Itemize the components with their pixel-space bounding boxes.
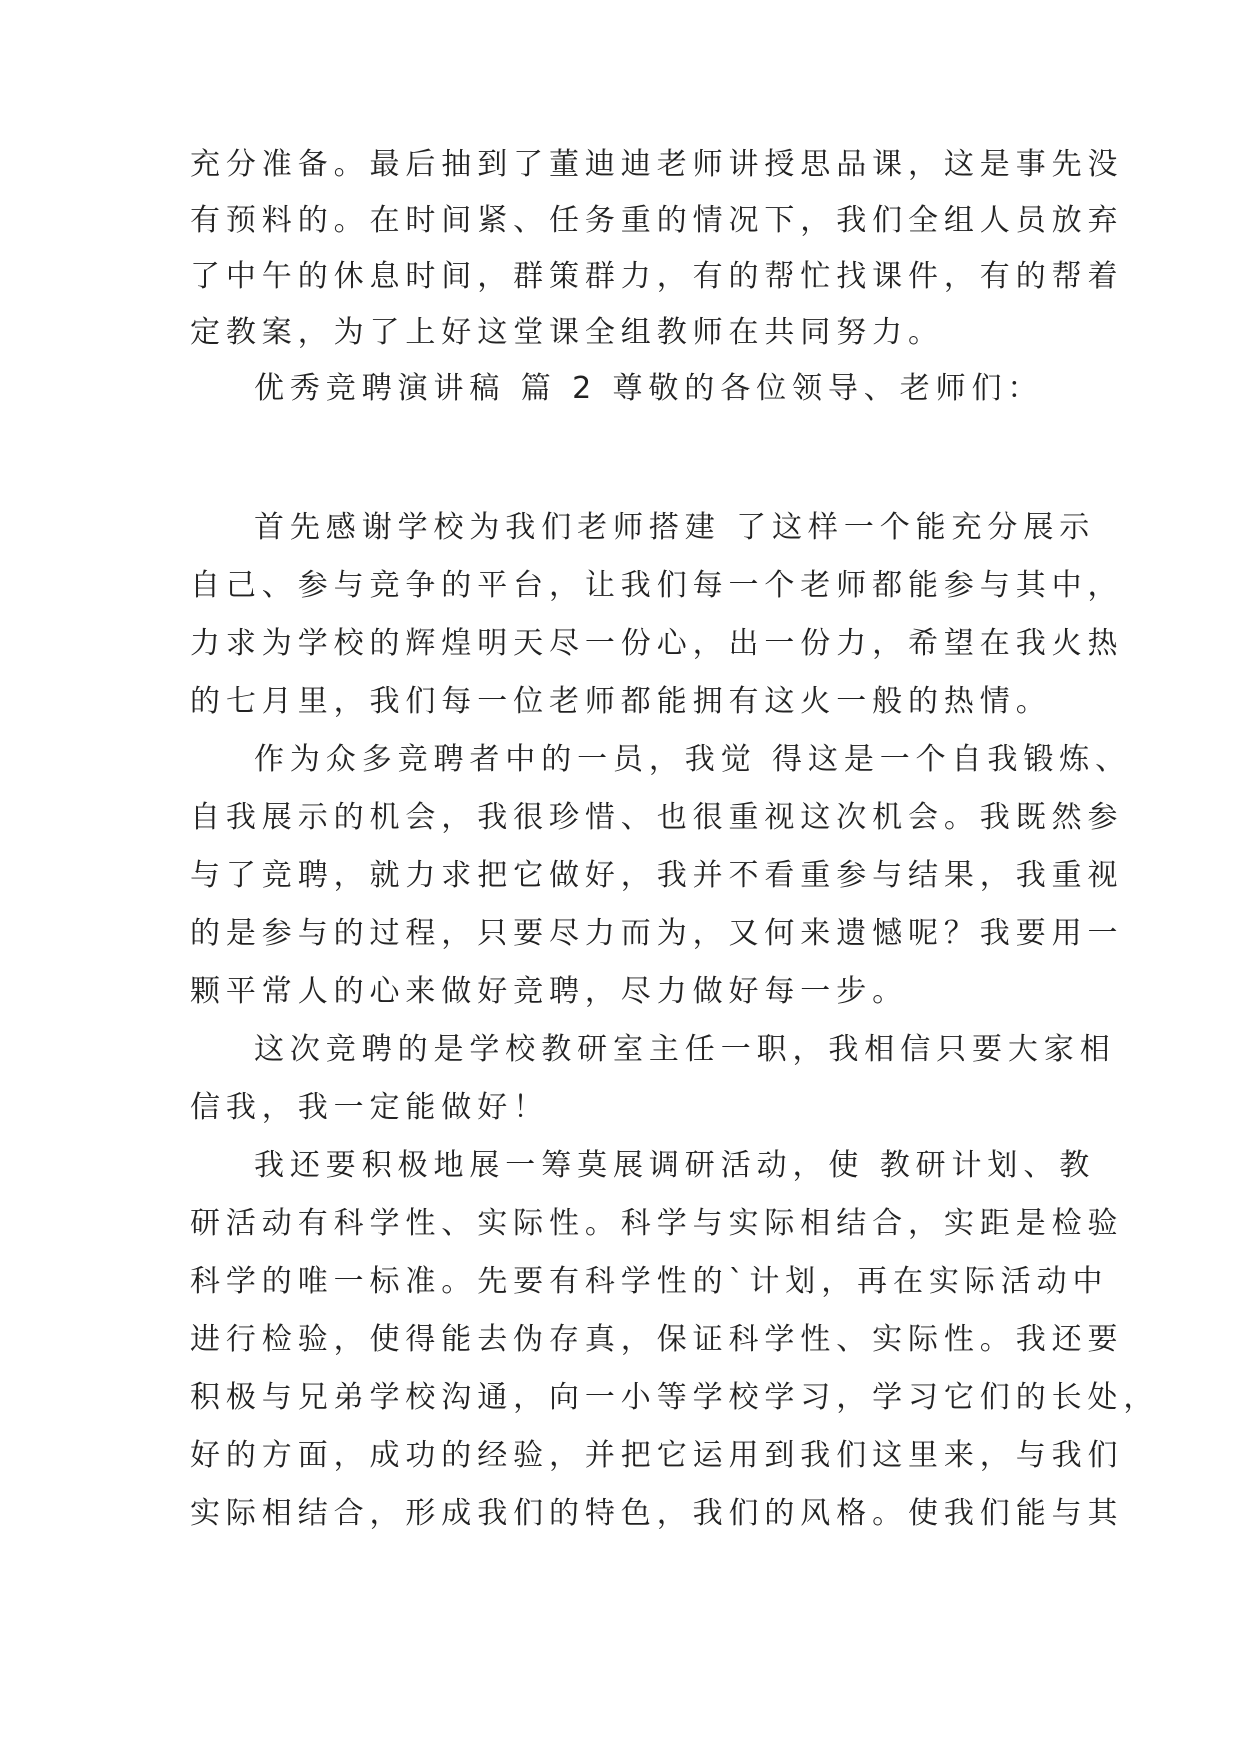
section-heading: 优秀竞聘演讲稿 篇 2 尊敬的各位领导、老师们： [254, 371, 1044, 406]
text-line: 实际相结合，形成我们的特色，我们的风格。使我们能与其 [190, 1496, 1124, 1531]
text-line: 了中午的休息时间，群策群力，有的帮忙找课件，有的帮着 [190, 259, 1124, 294]
text-line: 力求为学校的辉煌明天尽一份心，出一份力，希望在我火热 [190, 626, 1124, 661]
text-line: 与了竞聘，就力求把它做好，我并不看重参与结果，我重视 [190, 858, 1124, 893]
text-line: 这次竞聘的是学校教研室主任一职，我相信只要大家相 [254, 1032, 1116, 1067]
text-line: 自我展示的机会，我很珍惜、也很重视这次机会。我既然参 [190, 800, 1124, 835]
text-line: 颗平常人的心来做好竞聘，尽力做好每一步。 [190, 974, 908, 1009]
text-line: 充分准备。最后抽到了董迪迪老师讲授思品课，这是事先没 [190, 147, 1124, 182]
text-line: 我还要积极地展一筹莫展调研活动，使 教研计划、教 [254, 1148, 1096, 1183]
text-line: 信我，我一定能做好！ [190, 1090, 549, 1125]
text-line: 好的方面，成功的经验，并把它运用到我们这里来，与我们 [190, 1438, 1124, 1473]
text-line: 定教案，为了上好这堂课全组教师在共同努力。 [190, 315, 944, 350]
text-line: 自己、参与竞争的平台，让我们每一个老师都能参与其中， [190, 568, 1124, 603]
text-line: 的是参与的过程，只要尽力而为，又何来遗憾呢？我要用一 [190, 916, 1124, 951]
text-line: 积极与兄弟学校沟通，向一小等学校学习，学习它们的长处， [190, 1380, 1160, 1415]
text-line: 作为众多竞聘者中的一员，我觉 得这是一个自我锻炼、 [254, 742, 1132, 777]
text-line: 研活动有科学性、实际性。科学与实际相结合，实距是检验 [190, 1206, 1124, 1241]
text-line: 科学的唯一标准。先要有科学性的`计划，再在实际活动中 [190, 1264, 1109, 1299]
text-line: 首先感谢学校为我们老师搭建 了这样一个能充分展示 [254, 510, 1096, 545]
text-line: 进行检验，使得能去伪存真，保证科学性、实际性。我还要 [190, 1322, 1124, 1357]
text-line: 有预料的。在时间紧、任务重的情况下，我们全组人员放弃 [190, 203, 1124, 238]
text-line: 的七月里，我们每一位老师都能拥有这火一般的热情。 [190, 684, 1052, 719]
